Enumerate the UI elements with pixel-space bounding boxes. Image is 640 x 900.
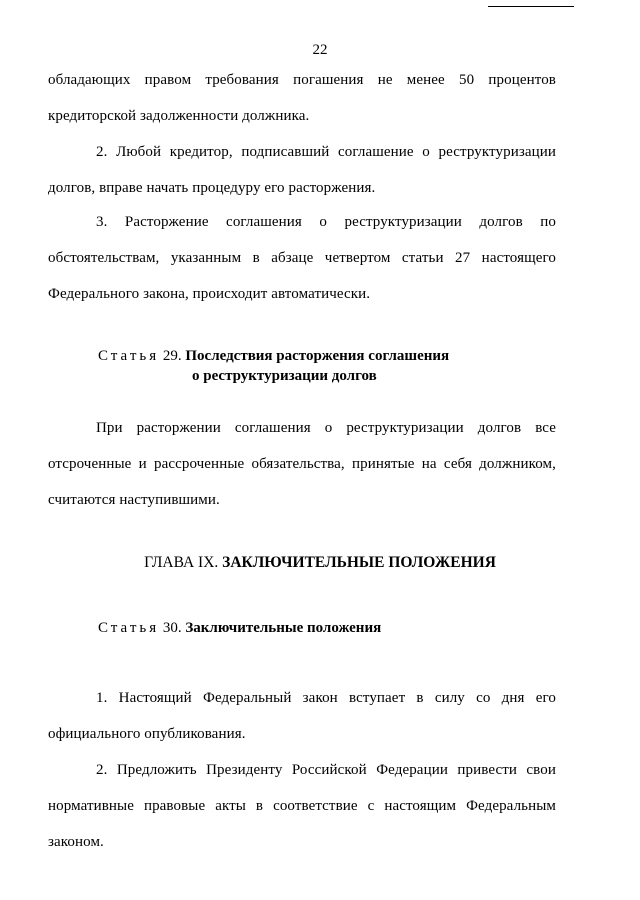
- article-29-number: 29.: [162, 348, 182, 364]
- chapter-heading: [0, 554, 640, 572]
- chapter-label: ГЛАВА IX.: [144, 554, 219, 571]
- page-number: 22: [312, 42, 328, 58]
- article-30-paragraph-2: 2. Предложить Президенту Российской Федерации привести свои нормативные правовые акты в соответствие с настоящим Федеральным законом.: [48, 762, 556, 850]
- article-30-title: Заключительные положения: [185, 620, 382, 636]
- article-29-heading: [98, 346, 449, 366]
- article-29-title-line-2-wrap: [192, 366, 377, 386]
- continued-text-line-1: обладающих правом требования погашения не менее 50 процентов: [48, 72, 556, 88]
- article-29-text: При расторжении соглашения о реструктуризации долгов все отсроченные и рассроченные обязательства, принятые на себя должником, считаются наступившими.: [48, 420, 556, 508]
- article-29-label: Статья: [98, 348, 160, 364]
- article-29-title-line-1: Последствия расторжения соглашения: [185, 348, 450, 364]
- chapter-title: ЗАКЛЮЧИТЕЛЬНЫЕ ПОЛОЖЕНИЯ: [222, 554, 496, 571]
- continued-text-line-2: кредиторской задолженности должника.: [48, 108, 310, 124]
- article-30-heading: [98, 618, 381, 638]
- article-29-title-line-2: о реструктуризации долгов: [192, 368, 377, 384]
- article-30-paragraph-1: 1. Настоящий Федеральный закон вступает в силу со дня его официального опубликования.: [48, 690, 556, 742]
- article-30-number: 30.: [162, 620, 182, 636]
- article-30-label: Статья: [98, 620, 160, 636]
- paragraph-3: 3. Расторжение соглашения о реструктуризации долгов по обстоятельствам, указанным в абзаце четвертом статьи 27 настоящего Федерального закона, происходит автоматически.: [48, 214, 556, 302]
- paragraph-2: 2. Любой кредитор, подписавший соглашение о реструктуризации долгов, вправе начать процедуру его расторжения.: [48, 144, 556, 196]
- header-rule: [488, 6, 574, 7]
